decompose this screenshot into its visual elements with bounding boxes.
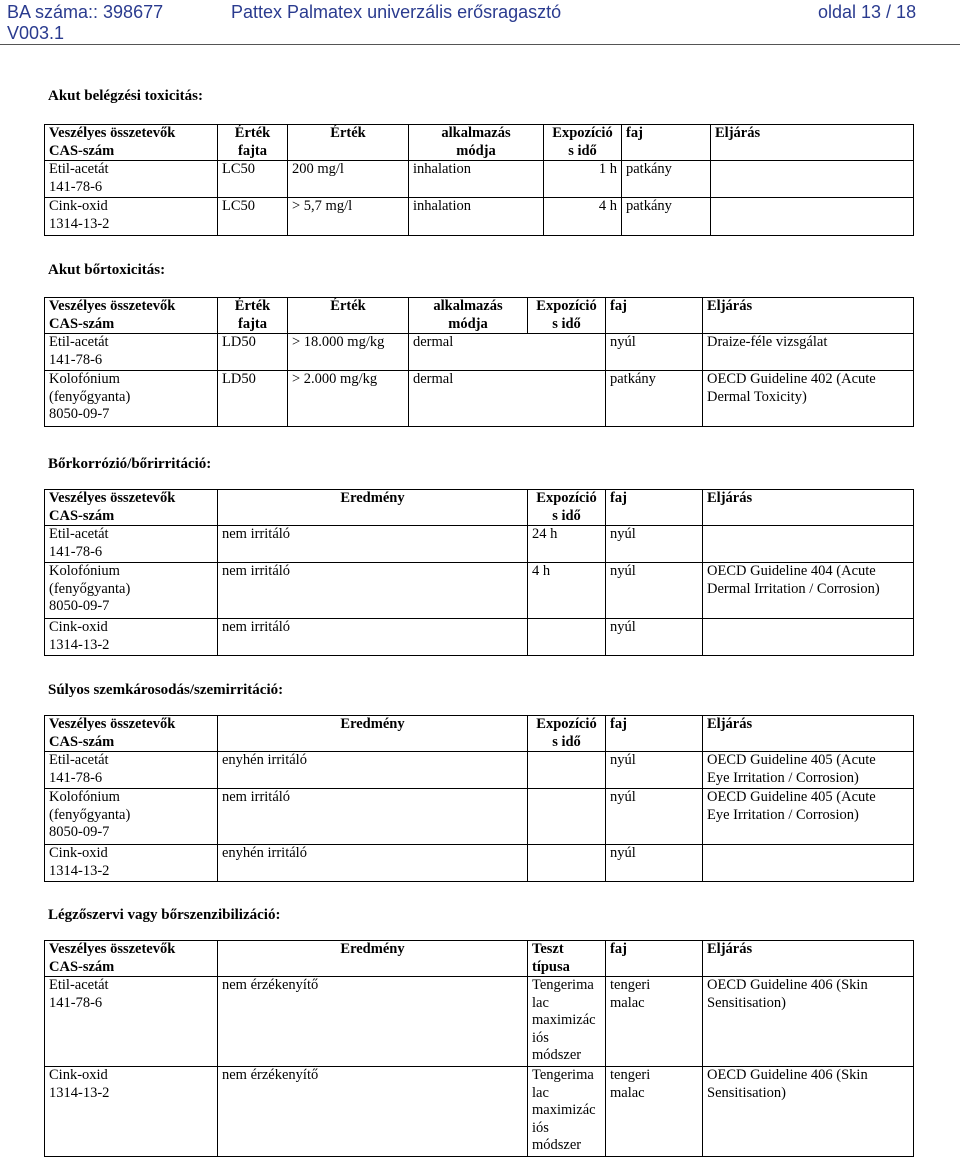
table-row: Cink-oxid 1314-13-2 nem érzékenyítő Tengerima lac maximizác iós módszer tengeri malac OECD Guideline 406 (Skin Sensitisation)	[45, 1067, 914, 1157]
page-number: oldal 13 / 18	[818, 2, 917, 22]
doc-title: Pattex Palmatex univerzális erősragasztó	[231, 2, 562, 22]
table-row: Etil-acetát 141-78-6 nem érzékenyítő Tengerima lac maximizác iós módszer tengeri malac OECD Guideline 406 (Skin Sensitisation)	[45, 977, 914, 1067]
table-header-row: Veszélyes összetevők CAS-szám Eredmény Expozíció s idő faj Eljárás	[45, 490, 914, 526]
section-title-dermal: Akut bőrtoxicitás:	[48, 262, 166, 278]
table-row: Kolofónium (fenyőgyanta) 8050-09-7 nem irritáló nyúl OECD Guideline 405 (Acute Eye Irritation / Corrosion)	[45, 789, 914, 845]
table-row: Etil-acetát 141-78-6 LD50 > 18.000 mg/kg dermal nyúl Draize-féle vizsgálat	[45, 334, 914, 371]
header-exposure: Expozíció s idő	[544, 125, 622, 161]
eye-table	[44, 715, 914, 882]
table-row: Kolofónium (fenyőgyanta) 8050-09-7 nem irritáló 4 h nyúl OECD Guideline 404 (Acute Dermal Irritation / Corrosion)	[45, 563, 914, 619]
inhalation-table	[44, 124, 914, 236]
doc-number: BA száma:: 398677	[7, 2, 164, 22]
table-row: Cink-oxid 1314-13-2 nem irritáló nyúl	[45, 619, 914, 656]
table-header-row: Veszélyes összetevők CAS-szám Eredmény Expozíció s idő faj Eljárás	[45, 716, 914, 752]
header-component: Veszélyes összetevők CAS-szám	[45, 125, 218, 161]
table-header-row: Veszélyes összetevők CAS-szám Eredmény Teszt típusa faj Eljárás	[45, 941, 914, 977]
table-row: Etil-acetát 141-78-6 nem irritáló 24 h nyúl	[45, 526, 914, 563]
header-value-type: Érték fajta	[218, 125, 288, 161]
table-row: Etil-acetát 141-78-6 LC50 200 mg/l inhalation 1 h patkány	[45, 161, 914, 198]
page-header	[0, 0, 960, 44]
section-title-sensitisation: Légzőszervi vagy bőrszenzibilizáció:	[48, 907, 281, 923]
section-title-skin: Bőrkorrózió/bőrirritáció:	[48, 456, 212, 472]
table-row: Kolofónium (fenyőgyanta) 8050-09-7 LD50 > 2.000 mg/kg dermal patkány OECD Guideline 402 (Acute Dermal Toxicity)	[45, 371, 914, 427]
header-value: Érték	[288, 125, 409, 161]
header-species: faj	[622, 125, 711, 161]
section-title-eye: Súlyos szemkárosodás/szemirritáció:	[48, 682, 284, 698]
doc-version: V003.1	[7, 23, 65, 43]
dermal-table	[44, 297, 914, 427]
doc-id-block	[7, 2, 163, 44]
sensitisation-table	[44, 940, 914, 1157]
table-header-row	[45, 125, 914, 161]
table-row: Cink-oxid 1314-13-2 enyhén irritáló nyúl	[45, 845, 914, 882]
table-row: Etil-acetát 141-78-6 enyhén irritáló nyúl OECD Guideline 405 (Acute Eye Irritation / Corrosion)	[45, 752, 914, 789]
skin-table	[44, 489, 914, 656]
section-title-inhalation: Akut belégzési toxicitás:	[48, 88, 203, 104]
header-divider	[0, 44, 960, 45]
header-method: Eljárás	[711, 125, 914, 161]
table-header-row: Veszélyes összetevők CAS-szám Érték fajta Érték alkalmazás módja Expozíció s idő faj Eljárás	[45, 298, 914, 334]
header-route: alkalmazás módja	[409, 125, 544, 161]
table-row: Cink-oxid 1314-13-2 LC50 > 5,7 mg/l inhalation 4 h patkány	[45, 198, 914, 236]
